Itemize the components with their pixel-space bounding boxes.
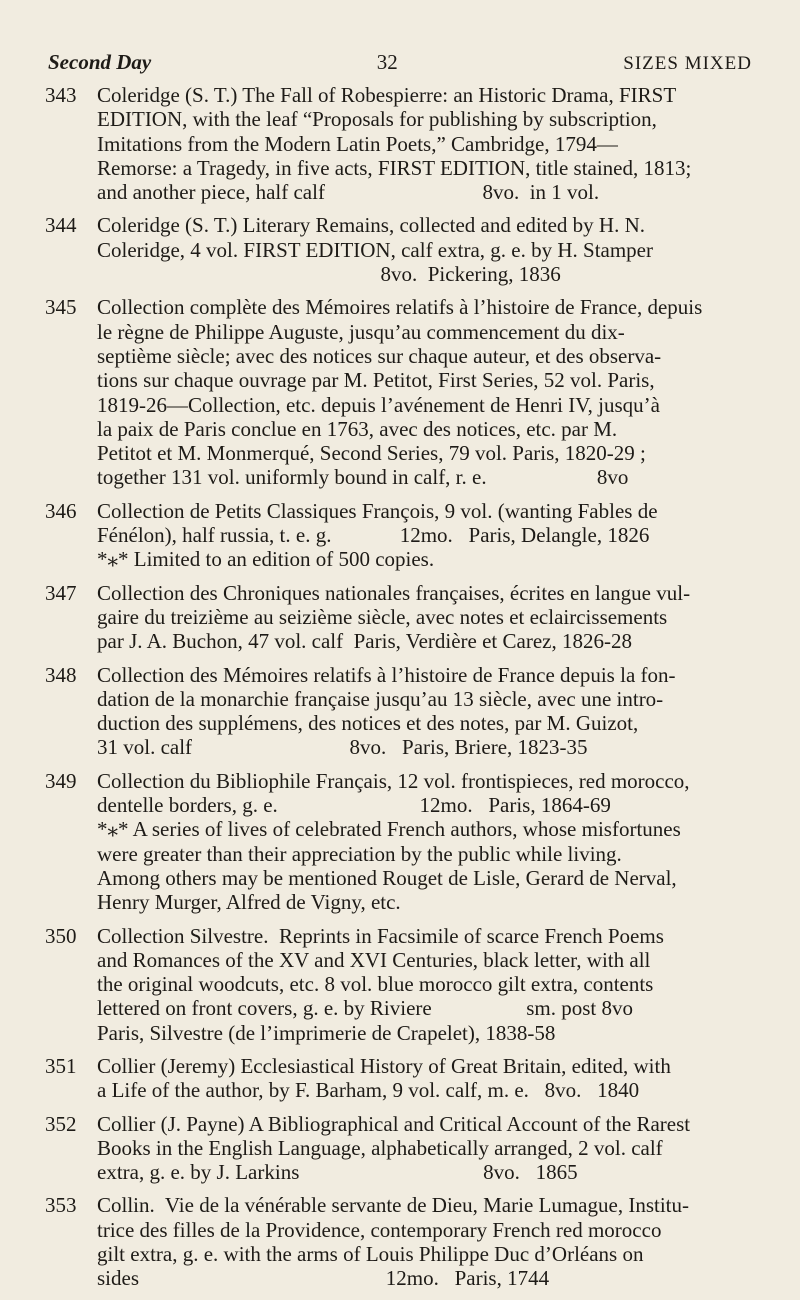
description-line: la paix de Paris conclue en 1763, avec des notices, etc. par M.	[97, 416, 618, 441]
description-line: Collection complète des Mémoires relatifs à l’histoire de France, depuis	[97, 295, 703, 320]
lot-entry	[45, 1112, 757, 1185]
lot-number: 346	[45, 498, 77, 523]
description-line: Collier (Jeremy) Ecclesiastical History of Great Britain, edited, with	[97, 1053, 671, 1078]
lot-entry	[45, 1054, 757, 1103]
lot-number: 351	[45, 1053, 77, 1078]
lot-description	[97, 663, 757, 760]
description-line: gilt extra, g. e. with the arms of Louis Philippe Duc d’Orléans on	[97, 1242, 644, 1267]
page-number: 32	[376, 50, 398, 74]
lot-entry	[45, 581, 757, 654]
description-line: gaire du treizième au seizième siècle, avec notes et eclaircissements	[97, 604, 668, 629]
description-line: extra, g. e. by J. Larkins 8vo. 1865	[97, 1160, 578, 1185]
lot-entry	[45, 1193, 757, 1290]
description-line: EDITION, with the leaf “Proposals for publishing by subscription,	[97, 107, 657, 132]
lot-description	[97, 83, 757, 204]
description-line: Collection des Mémoires relatifs à l’histoire de France depuis la fon-	[97, 662, 676, 687]
description-line: Remorse: a Tragedy, in five acts, FIRST EDITION, title stained, 1813;	[97, 155, 692, 180]
note-line: *⁎* A series of lives of celebrated French authors, whose misfortunes	[97, 817, 681, 842]
description-line: Collection Silvestre. Reprints in Facsimile of scarce French Poems	[97, 923, 664, 948]
note-line: were greater than their appreciation by the public while living.	[97, 841, 622, 866]
lot-entry	[45, 499, 757, 572]
description-line: sides 12mo. Paris, 1744	[97, 1266, 550, 1291]
description-line: 8vo. Pickering, 1836	[97, 262, 561, 287]
description-line: 1819-26—Collection, etc. depuis l’avénement de Henri IV, jusqu’à	[97, 392, 660, 417]
description-line: le règne de Philippe Auguste, jusqu’au commencement du dix-	[97, 319, 625, 344]
description-line: 31 vol. calf 8vo. Paris, Briere, 1823-35	[97, 735, 588, 760]
description-line: duction des supplémens, des notices et des notes, par M. Guizot,	[97, 711, 639, 736]
description-line: Coleridge (S. T.) Literary Remains, collected and edited by H. N.	[97, 213, 645, 238]
header-section: SIZES MIXED	[623, 53, 752, 74]
lot-description	[97, 213, 757, 286]
lot-number: 353	[45, 1193, 77, 1218]
lot-description	[97, 1112, 757, 1185]
description-line: and another piece, half calf 8vo. in 1 vol.	[97, 180, 600, 205]
description-line: trice des filles de la Providence, contemporary French red morocco	[97, 1217, 662, 1242]
description-line: the original woodcuts, etc. 8 vol. blue morocco gilt extra, contents	[97, 972, 654, 997]
lot-entry	[45, 663, 757, 760]
lot-description	[97, 1193, 757, 1290]
lot-number: 344	[45, 213, 77, 238]
description-line: par J. A. Buchon, 47 vol. calf Paris, Verdière et Carez, 1826-28	[97, 629, 632, 654]
description-line: Collin. Vie de la vénérable servante de Dieu, Marie Lumague, Institu-	[97, 1193, 689, 1218]
description-line: Collection des Chroniques nationales françaises, écrites en langue vul-	[97, 580, 691, 605]
description-line: Petitot et M. Monmerqué, Second Series, 79 vol. Paris, 1820-29 ;	[97, 441, 646, 466]
lot-description	[97, 769, 757, 915]
description-line: dation de la monarchie française jusqu’au 13 siècle, avec une intro-	[97, 686, 664, 711]
description-line: dentelle borders, g. e. 12mo. Paris, 1864-69	[97, 793, 611, 818]
description-line: and Romances of the XV and XVI Centuries, black letter, with all	[97, 947, 651, 972]
lot-entry	[45, 213, 757, 286]
description-line: lettered on front covers, g. e. by Riviere sm. post 8vo	[97, 996, 633, 1021]
description-line: tions sur chaque ouvrage par M. Petitot, First Series, 52 vol. Paris,	[97, 368, 655, 393]
description-line: Paris, Silvestre (de l’imprimerie de Crapelet), 1838-58	[97, 1020, 556, 1045]
description-line: septième siècle; avec des notices sur chaque auteur, et des observa-	[97, 343, 662, 368]
lot-description	[97, 1054, 757, 1103]
lot-entry	[45, 83, 757, 204]
lot-entry	[45, 295, 757, 489]
lot-description	[97, 499, 757, 572]
header-day: Second Day	[48, 50, 152, 74]
lot-entry	[45, 769, 757, 915]
description-line: Collection du Bibliophile Français, 12 vol. frontispieces, red morocco,	[97, 768, 690, 793]
running-header	[48, 50, 752, 75]
lot-description	[97, 924, 757, 1045]
lot-description	[97, 581, 757, 654]
lot-number: 349	[45, 768, 77, 793]
note-line: Henry Murger, Alfred de Vigny, etc.	[97, 890, 401, 915]
description-line: Collection de Petits Classiques François, 9 vol. (wanting Fables de	[97, 498, 658, 523]
description-line: Imitations from the Modern Latin Poets,” Cambridge, 1794—	[97, 131, 618, 156]
description-line: together 131 vol. uniformly bound in calf, r. e. 8vo	[97, 465, 629, 490]
description-line: Coleridge (S. T.) The Fall of Robespierre: an Historic Drama, FIRST	[97, 83, 677, 107]
lot-entry	[45, 924, 757, 1045]
description-line: *⁎* Limited to an edition of 500 copies.	[97, 547, 435, 572]
lot-description	[97, 295, 757, 489]
description-line: Coleridge, 4 vol. FIRST EDITION, calf extra, g. e. by H. Stamper	[97, 237, 653, 262]
description-line: Collier (J. Payne) A Bibliographical and Critical Account of the Rarest	[97, 1111, 691, 1136]
lot-list	[45, 83, 757, 1300]
description-line: Fénélon), half russia, t. e. g. 12mo. Paris, Delangle, 1826	[97, 523, 650, 548]
note-line: Among others may be mentioned Rouget de Lisle, Gerard de Nerval,	[97, 865, 677, 890]
lot-number: 350	[45, 923, 77, 948]
lot-number: 343	[45, 83, 77, 107]
lot-number: 347	[45, 580, 77, 605]
lot-number: 352	[45, 1111, 77, 1136]
description-line: a Life of the author, by F. Barham, 9 vol. calf, m. e. 8vo. 1840	[97, 1078, 640, 1103]
description-line: Books in the English Language, alphabetically arranged, 2 vol. calf	[97, 1135, 663, 1160]
lot-number: 345	[45, 295, 77, 320]
lot-number: 348	[45, 662, 77, 687]
